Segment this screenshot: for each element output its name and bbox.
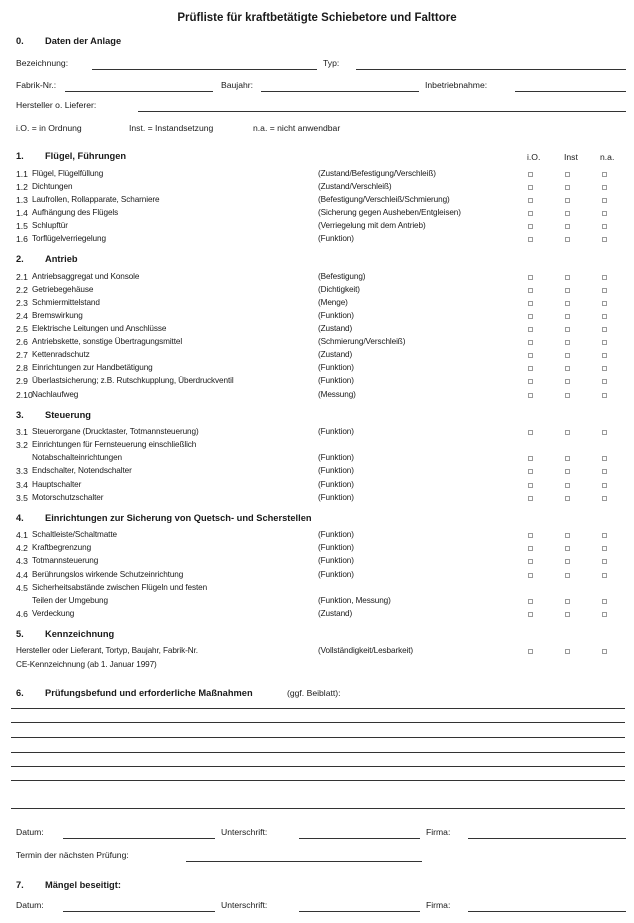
item-check-criteria: (Zustand) (318, 608, 353, 618)
item-number: 1.6 (16, 234, 28, 244)
checkbox-na-4-6[interactable] (602, 612, 607, 617)
item-number: 4.5 (16, 582, 28, 593)
item-text: Steuerorgane (Drucktaster, Totmannsteuerung) (32, 427, 199, 437)
datum-label-7: Datum: (16, 900, 44, 910)
checkbox-io-1-1[interactable] (528, 172, 533, 177)
item-text: Antriebskette, sonstige Übertragungsmittel (32, 337, 183, 347)
checkbox-io-1-2[interactable] (528, 185, 533, 190)
checkbox-inst-1-4[interactable] (565, 211, 570, 216)
item-text: Einrichtungen zur Handbetätigung (32, 363, 153, 373)
item-text: Verdeckung (32, 608, 75, 618)
item-text: Nachlaufweg (32, 389, 79, 399)
baujahr-field[interactable] (261, 91, 419, 92)
item-number: 2.6 (16, 337, 28, 348)
checkbox-inst-3-1[interactable] (565, 430, 570, 435)
checkbox-na-3-3[interactable] (602, 469, 607, 474)
hersteller-label: Hersteller o. Lieferer: (16, 100, 97, 110)
section-7-heading: Mängel beseitigt: (45, 880, 121, 890)
checkbox-inst-3-4[interactable] (565, 483, 570, 488)
checkbox-io-3-1[interactable] (528, 430, 533, 435)
checkbox-na-4-2[interactable] (602, 546, 607, 551)
checkbox-na-4-5[interactable] (602, 599, 607, 604)
checkbox-na-2-1[interactable] (602, 275, 607, 280)
checkbox-io-2-1[interactable] (528, 275, 533, 280)
item-number: 4.6 (16, 608, 28, 619)
section-3-number: 3. (16, 409, 24, 420)
checkbox-na-1-5[interactable] (602, 224, 607, 229)
checkbox-na-2-5[interactable] (602, 327, 607, 332)
checkbox-io-2-10[interactable] (528, 393, 533, 398)
item-text: Flügel, Flügelfüllung (32, 168, 104, 178)
befund-line[interactable] (11, 780, 625, 781)
checkbox-inst-4-6[interactable] (565, 612, 570, 617)
checkbox-io-2-7[interactable] (528, 353, 533, 358)
checkbox-inst-2-10[interactable] (565, 393, 570, 398)
item-text: Schlupftür (32, 220, 68, 230)
item-check-criteria: (Funktion) (318, 310, 354, 320)
checkbox-inst-3-3[interactable] (565, 469, 570, 474)
checkbox-na-1-1[interactable] (602, 172, 607, 177)
item-check-criteria: (Funktion) (318, 376, 354, 386)
unterschrift-field[interactable] (299, 838, 420, 839)
typ-field[interactable] (356, 69, 626, 70)
checkbox-inst-4-2[interactable] (565, 546, 570, 551)
item-text: Elektrische Leitungen und Anschlüsse (32, 324, 167, 333)
checkbox-inst-3-2[interactable] (565, 456, 570, 461)
checkbox-inst-1-5[interactable] (565, 224, 570, 229)
item-number: 1.2 (16, 181, 28, 192)
checkbox-io-1-3[interactable] (528, 198, 533, 203)
checkbox-io-1-5[interactable] (528, 224, 533, 229)
checkbox-io-2-8[interactable] (528, 366, 533, 371)
checkbox-na-1-2[interactable] (602, 185, 607, 190)
befund-line[interactable] (11, 708, 625, 709)
item-check-criteria: (Funktion) (318, 479, 354, 489)
item-number: 4.4 (16, 569, 28, 580)
item-text: Schaltleiste/Schaltmatte (32, 530, 117, 540)
item-check-criteria: (Zustand/Befestigung/Verschleiß) (318, 168, 436, 178)
checkbox-inst-s5[interactable] (565, 649, 570, 654)
bezeichnung-label: Bezeichnung: (16, 58, 69, 68)
checkbox-io-2-5[interactable] (528, 327, 533, 332)
item-text: Torflügelverriegelung (32, 234, 106, 243)
checkbox-inst-2-4[interactable] (565, 314, 570, 319)
item-text: Kraftbegrenzung (32, 543, 92, 553)
item-number: 1.1 (16, 168, 28, 179)
fabrik-nr-field[interactable] (65, 91, 213, 92)
firma-label-7: Firma: (426, 900, 451, 910)
checkbox-na-3-5[interactable] (602, 496, 607, 501)
item-number: 1.4 (16, 207, 28, 218)
checkbox-io-s5[interactable] (528, 649, 533, 654)
item-check-criteria: (Funktion) (318, 530, 354, 540)
checkbox-io-1-4[interactable] (528, 211, 533, 216)
column-header-io: i.O. (527, 152, 541, 162)
unterschrift-label: Unterschrift: (221, 827, 268, 837)
fabrik-nr-label: Fabrik-Nr.: (16, 80, 57, 90)
checkbox-na-2-10[interactable] (602, 393, 607, 398)
item-text: Aufhängung des Flügels (32, 207, 119, 217)
column-header-inst: Inst (564, 152, 578, 162)
section-6-note: (ggf. Beiblatt): (287, 688, 341, 698)
item-check-criteria: (Funktion) (318, 427, 354, 437)
checkbox-na-2-3[interactable] (602, 301, 607, 306)
item-number: 2.7 (16, 350, 28, 361)
item-check-criteria: (Funktion) (318, 492, 354, 502)
item-check-criteria: (Funktion) (318, 569, 354, 579)
item-number: 1.3 (16, 194, 28, 205)
termin-label: Termin der nächsten Prüfung: (16, 850, 129, 860)
checkbox-inst-2-8[interactable] (565, 366, 570, 371)
checkbox-io-4-3[interactable] (528, 559, 533, 564)
checkbox-inst-1-2[interactable] (565, 185, 570, 190)
item-text-continued: Teilen der Umgebung (32, 595, 108, 605)
checkbox-io-3-3[interactable] (528, 469, 533, 474)
checkbox-na-2-8[interactable] (602, 366, 607, 371)
befund-line[interactable] (11, 766, 625, 767)
item-text-continued: CE-Kennzeichnung (ab 1. Januar 1997) (16, 659, 157, 669)
item-check-criteria: (Schmierung/Verschleiß) (318, 337, 406, 347)
item-text: Kettenradschutz (32, 350, 90, 360)
item-text: Motorschutzschalter (32, 492, 104, 502)
item-text: Totmannsteuerung (32, 556, 99, 566)
checkbox-inst-2-1[interactable] (565, 275, 570, 280)
item-check-criteria: (Funktion) (318, 543, 354, 553)
checkbox-inst-2-2[interactable] (565, 288, 570, 293)
item-check-criteria: (Befestigung/Verschleiß/Schmierung) (318, 194, 450, 204)
item-check-criteria: (Funktion) (318, 556, 354, 566)
section-0-number: 0. (16, 36, 24, 46)
item-text: Getriebegehäuse (32, 284, 94, 294)
checkbox-inst-3-5[interactable] (565, 496, 570, 501)
item-check-criteria: (Messung) (318, 389, 356, 399)
page-title: Prüfliste für kraftbetätigte Schiebetore und Falttore (177, 12, 457, 24)
checkbox-inst-4-1[interactable] (565, 533, 570, 538)
item-check-criteria: (Zustand/Verschleiß) (318, 181, 392, 191)
unterschrift-field-7[interactable] (299, 911, 420, 912)
checkbox-na-2-4[interactable] (602, 314, 607, 319)
unterschrift-label-7: Unterschrift: (221, 900, 268, 910)
checkbox-inst-4-3[interactable] (565, 559, 570, 564)
checkbox-na-1-6[interactable] (602, 237, 607, 242)
checkbox-io-2-9[interactable] (528, 379, 533, 384)
item-text: Dichtungen (32, 181, 73, 191)
section-0-heading: Daten der Anlage (45, 36, 122, 46)
datum-label: Datum: (16, 827, 44, 837)
item-check-criteria: (Dichtigkeit) (318, 284, 360, 294)
section-5-heading: Kennzeichnung (45, 628, 115, 639)
section-7-number: 7. (16, 880, 24, 890)
checkbox-na-2-2[interactable] (602, 288, 607, 293)
section-1-number: 1. (16, 151, 24, 161)
checkbox-inst-2-7[interactable] (565, 353, 570, 358)
section-2-number: 2. (16, 254, 24, 265)
section-2-heading: Antrieb (45, 254, 78, 265)
item-number: 2.5 (16, 324, 28, 334)
checkbox-na-1-4[interactable] (602, 211, 607, 216)
checkbox-io-3-5[interactable] (528, 496, 533, 501)
checkbox-na-s5[interactable] (602, 649, 607, 654)
checkbox-io-2-6[interactable] (528, 340, 533, 345)
item-text: Schmiermittelstand (32, 297, 100, 307)
termin-field[interactable] (186, 861, 422, 862)
item-number: 2.10 (16, 389, 33, 400)
item-check-criteria: (Funktion) (318, 234, 354, 243)
datum-field-7[interactable] (63, 911, 215, 912)
section-3-heading: Steuerung (45, 409, 91, 420)
item-number: 2.2 (16, 284, 28, 295)
checkbox-na-3-4[interactable] (602, 483, 607, 488)
item-check-criteria: (Befestigung) (318, 271, 366, 281)
column-header-na: n.a. (600, 152, 615, 162)
item-text: Sicherheitsabstände zwischen Flügeln und festen (32, 582, 208, 592)
section-6-number: 6. (16, 688, 24, 698)
checkbox-inst-2-6[interactable] (565, 340, 570, 345)
inbetriebnahme-label: Inbetriebnahme: (425, 80, 488, 90)
item-check-criteria: (Funktion) (318, 363, 354, 373)
item-text: Hersteller oder Lieferant, Tortyp, Baujahr, Fabrik-Nr. (16, 646, 198, 656)
item-check-criteria: (Zustand) (318, 350, 353, 360)
baujahr-label: Baujahr: (221, 80, 254, 90)
inbetriebnahme-field[interactable] (515, 91, 626, 92)
checkbox-na-3-1[interactable] (602, 430, 607, 435)
hersteller-field[interactable] (138, 111, 626, 112)
checkbox-io-1-6[interactable] (528, 237, 533, 242)
datum-field[interactable] (63, 838, 215, 839)
checkbox-io-3-2[interactable] (528, 456, 533, 461)
item-number: 3.2 (16, 440, 28, 451)
item-text-continued: Notabschalteinrichtungen (32, 453, 122, 463)
checkbox-inst-2-9[interactable] (565, 379, 570, 384)
item-number: 1.5 (16, 220, 28, 231)
item-number: 4.1 (16, 530, 28, 541)
checkbox-io-2-4[interactable] (528, 314, 533, 319)
checkbox-io-4-2[interactable] (528, 546, 533, 551)
section-5-number: 5. (16, 628, 24, 639)
checkbox-inst-1-6[interactable] (565, 237, 570, 242)
item-number: 2.8 (16, 363, 28, 374)
section-4-number: 4. (16, 512, 24, 523)
befund-line[interactable] (11, 737, 625, 738)
checkbox-inst-4-5[interactable] (565, 599, 570, 604)
checkbox-na-3-2[interactable] (602, 456, 607, 461)
typ-label: Typ: (323, 58, 340, 68)
item-check-criteria: (Sicherung gegen Ausheben/Entgleisen) (318, 207, 461, 217)
item-number: 2.9 (16, 376, 28, 387)
item-text: Hauptschalter (32, 479, 82, 489)
item-text: Antriebsaggregat und Konsole (32, 271, 140, 281)
item-check-criteria: (Funktion) (318, 466, 354, 476)
checkbox-inst-1-3[interactable] (565, 198, 570, 203)
item-number: 3.4 (16, 479, 28, 490)
item-check-criteria: (Menge) (318, 297, 348, 307)
item-number: 2.1 (16, 271, 28, 282)
legend-na: n.a. = nicht anwendbar (253, 123, 341, 133)
legend-io: i.O. = in Ordnung (16, 123, 82, 133)
befund-line[interactable] (11, 752, 625, 753)
firma-label: Firma: (426, 827, 451, 837)
section-6-heading: Prüfungsbefund und erforderliche Maßnahmen (45, 688, 253, 698)
checkbox-na-4-4[interactable] (602, 573, 607, 578)
checkbox-inst-4-4[interactable] (565, 573, 570, 578)
item-check-criteria: (Zustand) (318, 324, 353, 333)
firma-field-7[interactable] (468, 911, 626, 912)
checkbox-io-2-3[interactable] (528, 301, 533, 306)
checkbox-na-4-1[interactable] (602, 533, 607, 538)
item-text: Berührungslos wirkende Schutzeinrichtung (32, 569, 184, 579)
checkbox-io-4-6[interactable] (528, 612, 533, 617)
item-check-criteria: (Verriegelung mit dem Antrieb) (318, 220, 426, 230)
item-number: 3.5 (16, 492, 28, 503)
item-number: 2.4 (16, 310, 28, 321)
item-number: 2.3 (16, 297, 28, 308)
item-check-criteria: (Funktion) (318, 453, 354, 463)
befund-line[interactable] (11, 722, 625, 723)
item-number: 3.1 (16, 427, 28, 438)
checkbox-na-1-3[interactable] (602, 198, 607, 203)
section-4-heading: Einrichtungen zur Sicherung von Quetsch- und Scherstellen (45, 512, 312, 523)
item-text: Bremswirkung (32, 310, 83, 320)
firma-field[interactable] (468, 838, 626, 839)
checkbox-io-4-1[interactable] (528, 533, 533, 538)
item-check-criteria: (Funktion, Messung) (318, 595, 391, 605)
item-number: 4.3 (16, 556, 28, 567)
section-1-heading: Flügel, Führungen (45, 151, 127, 161)
legend-inst: Inst. = Instandsetzung (129, 123, 214, 133)
befund-line[interactable] (11, 808, 625, 809)
item-check-criteria: (Vollständigkeit/Lesbarkeit) (318, 646, 414, 656)
item-text: Einrichtungen für Fernsteuerung einschließlich (32, 440, 197, 450)
bezeichnung-field[interactable] (92, 69, 317, 70)
item-text: Überlastsicherung; z.B. Rutschkupplung, Überdruckventil (32, 376, 234, 386)
checkbox-na-2-9[interactable] (602, 379, 607, 384)
checkbox-inst-1-1[interactable] (565, 172, 570, 177)
checkbox-na-2-7[interactable] (602, 353, 607, 358)
item-text: Laufrollen, Rollapparate, Scharniere (32, 194, 160, 204)
checkbox-na-4-3[interactable] (602, 559, 607, 564)
checkbox-io-4-5[interactable] (528, 599, 533, 604)
item-text: Endschalter, Notendschalter (32, 466, 132, 476)
item-number: 4.2 (16, 543, 28, 554)
checkbox-io-4-4[interactable] (528, 573, 533, 578)
checkbox-inst-2-5[interactable] (565, 327, 570, 332)
checkbox-na-2-6[interactable] (602, 340, 607, 345)
checkbox-io-2-2[interactable] (528, 288, 533, 293)
checkbox-inst-2-3[interactable] (565, 301, 570, 306)
checkbox-io-3-4[interactable] (528, 483, 533, 488)
item-number: 3.3 (16, 466, 28, 477)
